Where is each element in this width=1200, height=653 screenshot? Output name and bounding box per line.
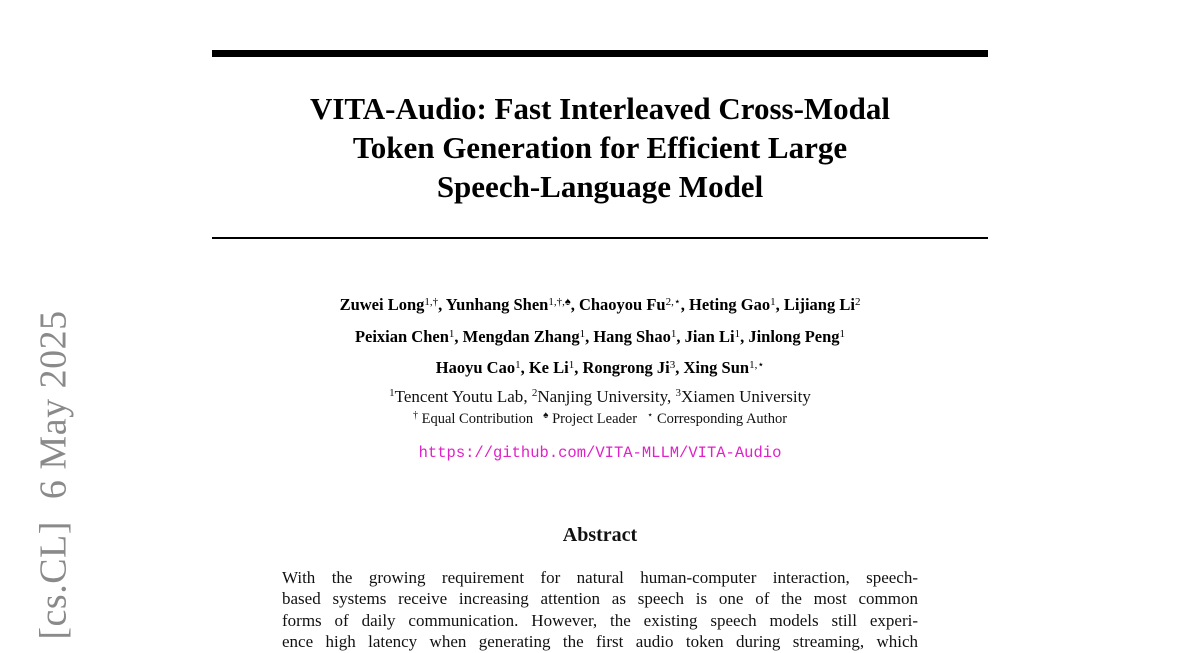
- author-separator: ,: [454, 326, 463, 346]
- arxiv-stamp: [25, 310, 83, 640]
- author-affiliation-mark: 1: [839, 327, 846, 340]
- affiliations: [212, 385, 988, 409]
- affiliation-name: Nanjing University: [537, 386, 667, 406]
- top-rule: [212, 50, 988, 57]
- author-separator: ,: [775, 295, 784, 314]
- author-name: Hang Shao: [593, 326, 671, 346]
- abstract-line: ence high latency when generating the first audio token during streaming, which: [282, 632, 918, 651]
- affiliation-mark: 2: [531, 386, 538, 399]
- title-line: Speech-Language Model: [436, 169, 764, 204]
- paper-title: [212, 89, 988, 206]
- author-affiliation-mark: 1,⋆: [749, 359, 765, 371]
- abstract-text: [282, 567, 918, 653]
- author-name: Ke Li: [528, 358, 569, 377]
- author-line: [212, 289, 988, 321]
- contribution-notes: [212, 409, 988, 429]
- author-name: Haoyu Cao: [435, 358, 516, 377]
- author-line: [212, 352, 988, 384]
- author-separator: ,: [675, 358, 684, 377]
- author-separator: ,: [680, 295, 689, 314]
- paper-page: [212, 50, 988, 653]
- author-name: Zuwei Long: [339, 295, 425, 314]
- author-name: Xing Sun: [683, 358, 750, 377]
- author-affiliation-mark: 1: [448, 327, 455, 340]
- author-affiliation-mark: 1: [515, 359, 521, 371]
- author-affiliation-mark: 1,†,♠: [548, 296, 571, 308]
- abstract-heading: Abstract: [562, 523, 638, 546]
- author-name: Heting Gao: [689, 295, 771, 314]
- author-name: Mengdan Zhang: [462, 326, 580, 346]
- author-separator: ,: [676, 326, 685, 346]
- author-affiliation-mark: 2,⋆: [665, 296, 681, 308]
- author-affiliation-mark: 1: [568, 359, 575, 371]
- author-name: Chaoyou Fu: [578, 295, 666, 314]
- author-affiliation-mark: 1: [670, 327, 677, 340]
- affiliation-name: Xiamen University: [681, 386, 811, 406]
- title-rule: [212, 237, 988, 239]
- author-separator: ,: [574, 358, 583, 377]
- author-separator: ,: [740, 326, 749, 346]
- author-name: Rongrong Ji: [582, 358, 670, 377]
- author-name: Jian Li: [684, 326, 735, 346]
- author-affiliation-mark: 3: [669, 359, 676, 371]
- author-list: [212, 289, 988, 384]
- author-name: Peixian Chen: [354, 326, 449, 346]
- github-link[interactable]: https://github.com/VITA-MLLM/VITA-Audio: [418, 443, 782, 462]
- author-affiliation-mark: 1: [734, 327, 741, 340]
- author-affiliation-mark: 1: [579, 327, 586, 340]
- arxiv-category: [cs.CL]: [33, 521, 75, 640]
- author-affiliation-mark: 1: [770, 296, 776, 308]
- abstract-line: based systems receive increasing attention as speech is one of the most common: [282, 589, 918, 608]
- affiliation-name: Tencent Youtu Lab: [394, 386, 524, 406]
- contribution-mark: ♠: [543, 409, 549, 421]
- author-line: [212, 321, 988, 353]
- abstract-line: With the growing requirement for natural human-computer interaction, speech-: [282, 567, 918, 587]
- title-line: Token Generation for Efficient Large: [352, 130, 848, 165]
- author-separator: ,: [570, 295, 579, 314]
- arxiv-date: 6 May 2025: [33, 310, 75, 500]
- contribution-label: Equal Contribution: [421, 410, 534, 427]
- author-name: Jinlong Peng: [748, 326, 840, 346]
- author-separator: ,: [438, 295, 446, 314]
- author-name: Lijiang Li: [783, 295, 855, 314]
- affiliation-mark: 1: [389, 386, 395, 399]
- abstract-line: forms of daily communication. However, the existing speech models still experi-: [282, 610, 918, 630]
- contribution-mark: ⋆: [647, 409, 654, 421]
- author-separator: ,: [520, 358, 529, 377]
- author-name: Yunhang Shen: [445, 295, 549, 314]
- contribution-label: Project Leader: [552, 410, 638, 427]
- affiliation-separator: ,: [667, 386, 676, 406]
- author-affiliation-mark: 2: [854, 296, 861, 308]
- affiliation-separator: ,: [523, 386, 532, 406]
- contribution-mark: †: [412, 409, 418, 421]
- author-separator: ,: [585, 326, 594, 346]
- title-line: VITA-Audio: Fast Interleaved Cross-Modal: [309, 91, 891, 126]
- affiliation-mark: 3: [675, 386, 681, 399]
- author-affiliation-mark: 1,†: [424, 296, 439, 308]
- contribution-label: Corresponding Author: [656, 410, 788, 427]
- arxiv-stamp-text: [32, 310, 76, 639]
